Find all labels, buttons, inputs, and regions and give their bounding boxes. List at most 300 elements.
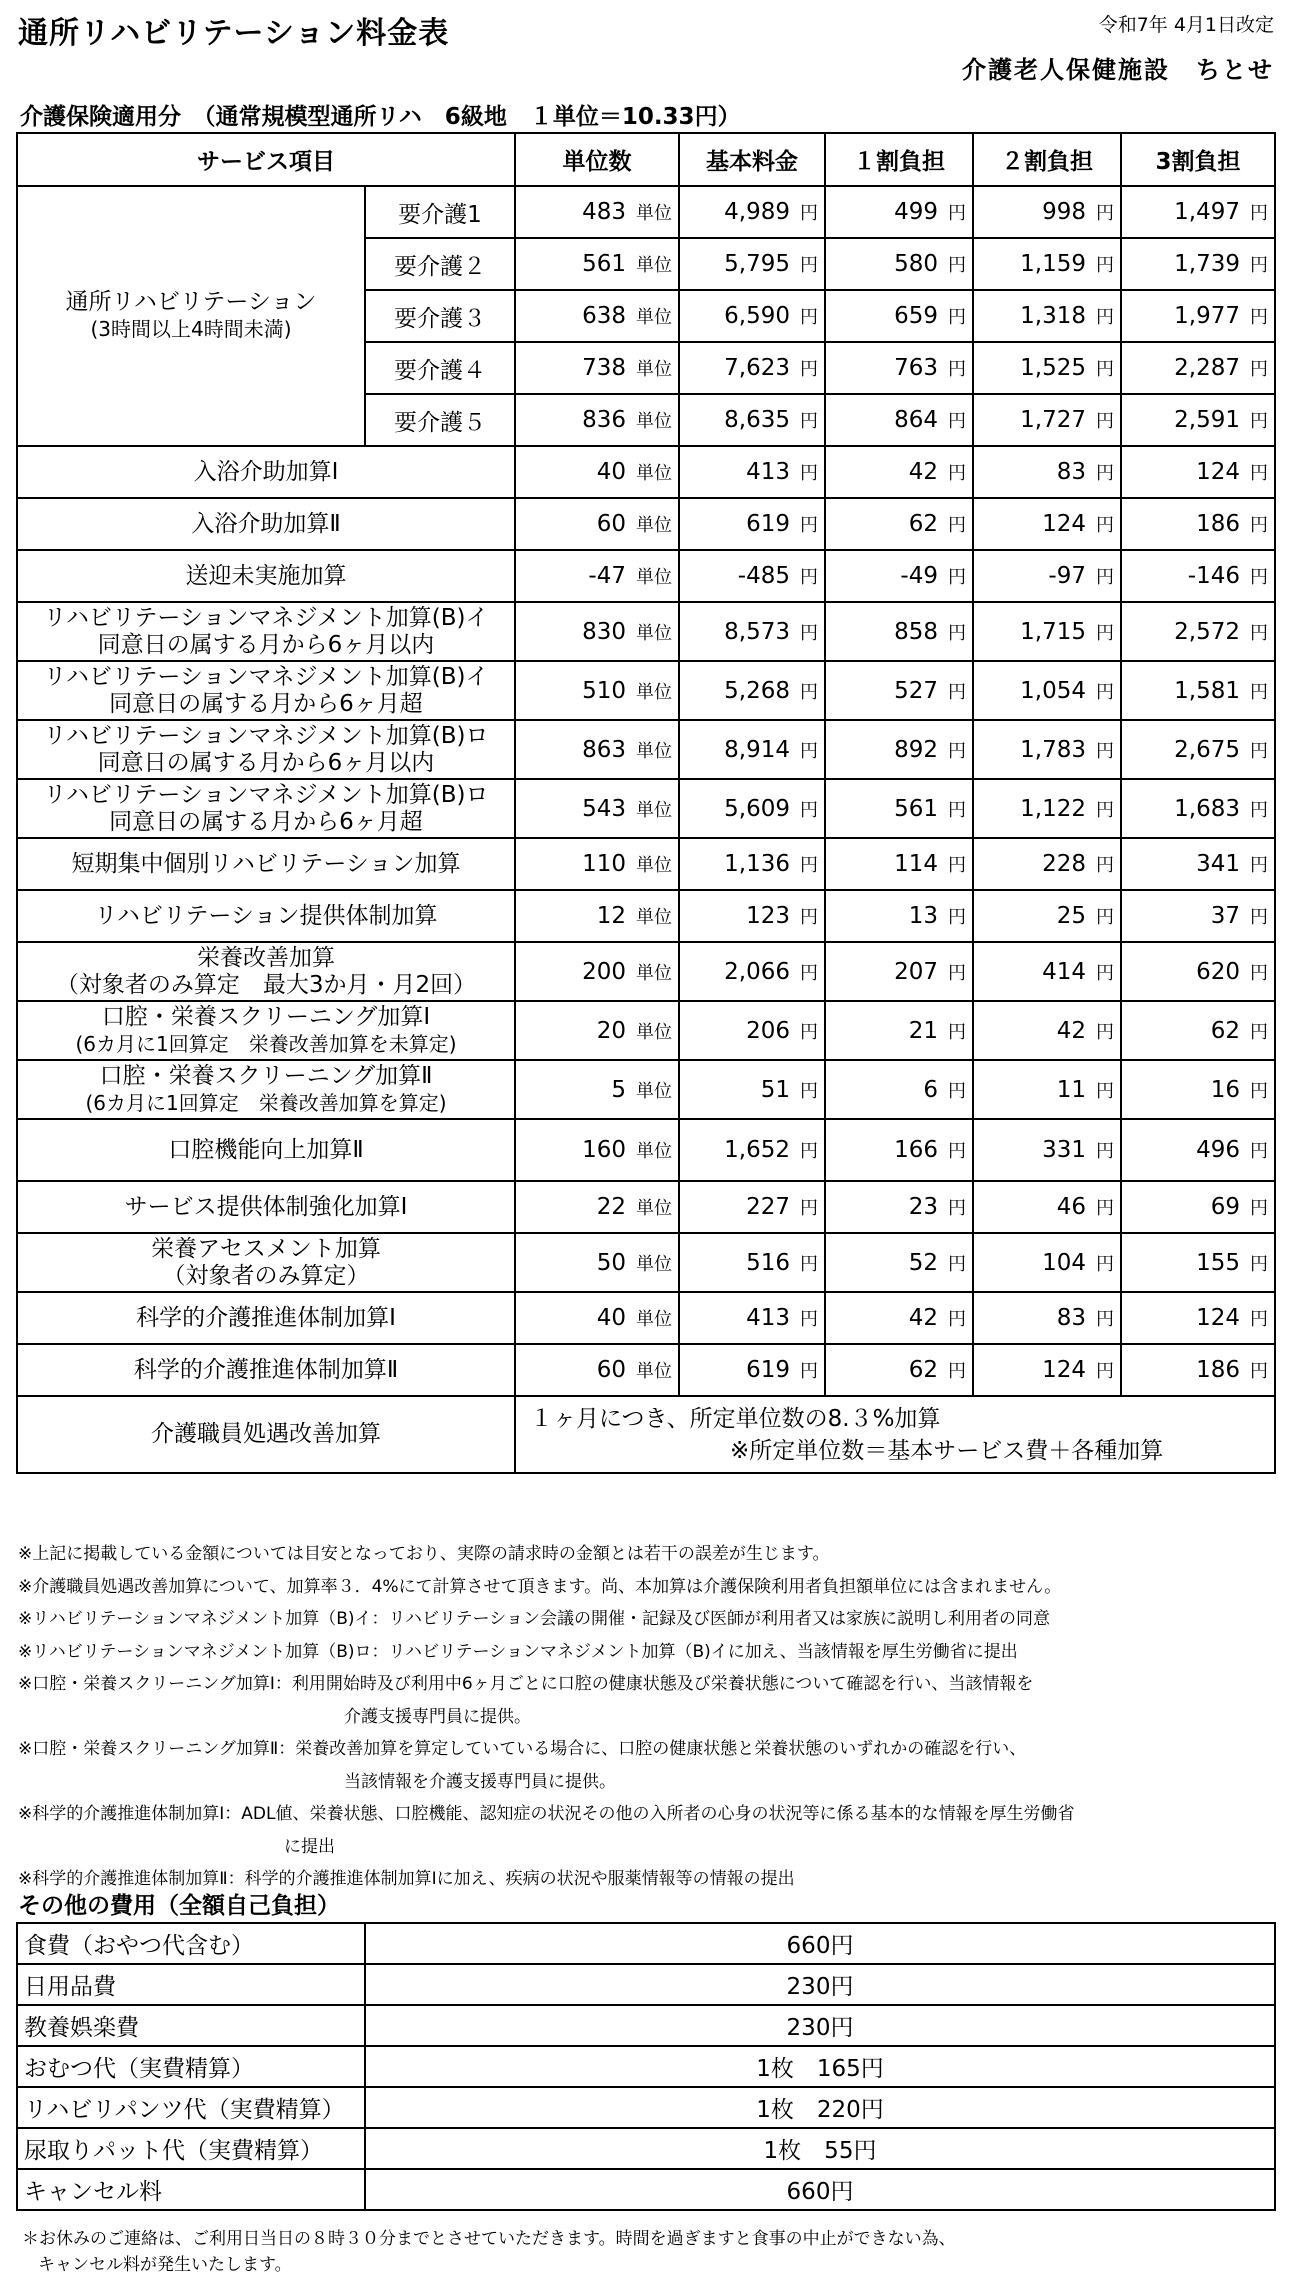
footer-line: ＊お休みのご連絡は、ご利用日当日の８時３０分までとさせていただきます。時間を過ぎますと食事の中止ができない為、 xyxy=(22,2229,956,2249)
3割-cell xyxy=(1121,890,1275,942)
2割-cell xyxy=(973,602,1121,661)
cost-amount: 1枚 165円 xyxy=(365,2046,1275,2087)
2割-cell xyxy=(973,1292,1121,1344)
2割-cell-unit: 円 xyxy=(1096,622,1114,644)
units-cell-value: 60 xyxy=(596,511,626,537)
basic-fee-cell xyxy=(679,1181,825,1233)
addon-name xyxy=(17,890,515,942)
2割-cell xyxy=(973,446,1121,498)
1割-cell-unit: 円 xyxy=(948,962,966,984)
2割-cell-unit: 円 xyxy=(1096,681,1114,703)
3割-cell xyxy=(1121,942,1275,1001)
1割-cell-unit: 円 xyxy=(948,740,966,762)
units-cell-unit: 単位 xyxy=(636,1309,672,1330)
staff-improvement-detail xyxy=(515,1396,1275,1473)
1割-cell-value: 527 xyxy=(894,677,938,704)
cost-item: 日用品費 xyxy=(17,1964,365,2005)
3割-cell-value: 37 xyxy=(1210,903,1240,929)
2割-cell xyxy=(973,550,1121,602)
3割-cell xyxy=(1121,1233,1275,1292)
addon-name-line1: 科学的介護推進体制加算Ⅰ xyxy=(136,1304,396,1331)
addon-name-line1: 送迎未実施加算 xyxy=(185,562,347,589)
cost-item: おむつ代（実費精算） xyxy=(17,2046,365,2087)
basic-fee-cell-unit: 円 xyxy=(800,1141,818,1162)
addon-name-line1: 科学的介護推進体制加算Ⅱ xyxy=(133,1356,399,1383)
basic-fee-cell-value: 413 xyxy=(746,459,790,485)
table-row xyxy=(17,1396,1275,1473)
cost-item: キャンセル料 xyxy=(17,2169,365,2210)
3割-cell xyxy=(1121,1001,1275,1060)
units-cell xyxy=(515,238,679,290)
units-cell-value: 830 xyxy=(582,618,626,645)
1割-cell-unit: 円 xyxy=(948,1021,966,1043)
1割-cell-unit: 円 xyxy=(948,1361,966,1382)
2割-cell xyxy=(973,661,1121,720)
basic-fee-cell xyxy=(679,838,825,890)
basic-fee-cell-unit: 円 xyxy=(800,1198,818,1219)
1割-cell-value: 207 xyxy=(894,958,938,985)
3割-cell-unit: 円 xyxy=(1250,255,1268,276)
1割-cell-value: 561 xyxy=(894,795,938,822)
basic-fee-cell-value: 5,268 xyxy=(724,677,790,704)
2割-cell-value: 42 xyxy=(1056,1017,1086,1044)
1割-cell-value: 114 xyxy=(894,851,938,877)
basic-fee-cell xyxy=(679,942,825,1001)
basic-fee-cell xyxy=(679,661,825,720)
3割-cell-value: 2,287 xyxy=(1174,355,1240,381)
units-cell-unit: 単位 xyxy=(636,1253,672,1275)
service-name-rehab xyxy=(17,186,365,446)
addon-name xyxy=(17,661,515,720)
1割-cell-unit: 円 xyxy=(948,203,966,224)
addon-name-line1: リハビリテーション提供体制加算 xyxy=(94,902,438,929)
basic-fee-cell-value: 7,623 xyxy=(724,355,790,381)
staff-improvement-line2: ※所定単位数＝基本サービス費＋各種加算 xyxy=(730,1437,1164,1464)
addon-name-line1: 栄養アセスメント加算 xyxy=(151,1235,381,1262)
3割-cell-value: -146 xyxy=(1187,563,1240,589)
2割-cell xyxy=(973,290,1121,342)
addon-name xyxy=(17,1292,515,1344)
basic-fee-cell-value: 5,609 xyxy=(724,795,790,822)
units-cell-unit: 単位 xyxy=(636,855,672,876)
units-cell xyxy=(515,661,679,720)
basic-fee-cell-value: -485 xyxy=(737,563,790,589)
basic-fee-cell xyxy=(679,1233,825,1292)
3割-cell xyxy=(1121,446,1275,498)
addon-name-line1: 栄養改善加算 xyxy=(197,944,335,971)
addon-name-line1: 口腔・栄養スクリーニング加算Ⅰ xyxy=(101,1003,431,1030)
cost-amount: 1枚 220円 xyxy=(365,2087,1275,2128)
3割-cell-value: 186 xyxy=(1196,1357,1240,1383)
table-row xyxy=(17,1119,1275,1181)
units-cell xyxy=(515,342,679,394)
2割-cell-unit: 円 xyxy=(1096,962,1114,984)
note: 介護支援専門員に提供。 xyxy=(344,1706,531,1727)
addon-name-line1: 口腔機能向上加算Ⅱ xyxy=(168,1136,364,1163)
3割-cell-value: 124 xyxy=(1196,1305,1240,1331)
note: ※科学的介護推進体制加算Ⅰ：ADL値、栄養状態、口腔機能、認知症の状況その他の入所者の心身の状況等に係る基本的な情報を厚生労働省 xyxy=(18,1804,1075,1824)
units-cell xyxy=(515,942,679,1001)
facility-name: 介護老人保健施設 ちとせ xyxy=(962,56,1274,84)
2割-cell-value: 1,122 xyxy=(1020,795,1086,822)
2割-cell xyxy=(973,186,1121,238)
3割-cell-value: 620 xyxy=(1196,958,1240,985)
addon-name-line1: サービス提供体制強化加算Ⅰ xyxy=(124,1193,408,1220)
basic-fee-cell-value: 51 xyxy=(760,1076,790,1103)
2割-cell xyxy=(973,342,1121,394)
basic-fee-cell xyxy=(679,1001,825,1060)
basic-fee-cell-unit: 円 xyxy=(800,567,818,588)
1割-cell xyxy=(825,1292,973,1344)
basic-fee-cell-value: 1,136 xyxy=(724,851,790,877)
basic-fee-cell xyxy=(679,238,825,290)
addon-name-line1: リハビリテーションマネジメント加算(B)ロ xyxy=(43,781,489,808)
1割-cell-value: 864 xyxy=(894,407,938,433)
3割-cell xyxy=(1121,602,1275,661)
staff-improvement-line1: １ヶ月につき、所定単位数の8.３%加算 xyxy=(530,1405,941,1432)
care-level: 要介護５ xyxy=(365,394,515,446)
units-cell-unit: 単位 xyxy=(636,1361,672,1382)
2割-cell-unit: 円 xyxy=(1096,907,1114,928)
3割-cell-unit: 円 xyxy=(1250,681,1268,703)
note: 当該情報を介護支援専門員に提供。 xyxy=(344,1771,616,1792)
basic-fee-cell xyxy=(679,720,825,779)
3割-cell-value: 496 xyxy=(1196,1137,1240,1163)
cost-item: リハビリパンツ代（実費精算） xyxy=(17,2087,365,2128)
table-row xyxy=(17,720,1275,779)
2割-cell-value: 1,727 xyxy=(1020,407,1086,433)
units-cell xyxy=(515,550,679,602)
3割-cell xyxy=(1121,661,1275,720)
3割-cell-unit: 円 xyxy=(1250,907,1268,928)
units-cell-value: 160 xyxy=(582,1137,626,1163)
3割-cell-value: 1,581 xyxy=(1174,677,1240,704)
basic-fee-cell xyxy=(679,394,825,446)
table-row xyxy=(17,838,1275,890)
basic-fee-cell xyxy=(679,1060,825,1119)
1割-cell-value: 580 xyxy=(894,251,938,277)
2割-cell-unit: 円 xyxy=(1096,203,1114,224)
1割-cell-value: 42 xyxy=(908,1305,938,1331)
2割-cell-unit: 円 xyxy=(1096,1141,1114,1162)
addon-name xyxy=(17,1181,515,1233)
2割-cell-unit: 円 xyxy=(1096,1361,1114,1382)
3割-cell-value: 186 xyxy=(1196,511,1240,537)
basic-fee-cell-unit: 円 xyxy=(800,740,818,762)
cost-item: 尿取りパット代（実費精算） xyxy=(17,2128,365,2169)
basic-fee-cell xyxy=(679,1292,825,1344)
3割-cell xyxy=(1121,1060,1275,1119)
addon-name xyxy=(17,838,515,890)
basic-fee-cell-value: 5,795 xyxy=(724,251,790,277)
1割-cell-value: 62 xyxy=(908,1357,938,1383)
basic-fee-cell xyxy=(679,602,825,661)
1割-cell-unit: 円 xyxy=(948,1309,966,1330)
table-row xyxy=(17,2087,1275,2128)
units-cell xyxy=(515,394,679,446)
2割-cell-value: -97 xyxy=(1048,563,1086,589)
1割-cell xyxy=(825,838,973,890)
2割-cell-unit: 円 xyxy=(1096,1198,1114,1219)
3割-cell xyxy=(1121,720,1275,779)
3割-cell-unit: 円 xyxy=(1250,411,1268,432)
basic-fee-cell-unit: 円 xyxy=(800,1361,818,1382)
units-cell-value: 638 xyxy=(582,303,626,329)
units-cell xyxy=(515,498,679,550)
1割-cell xyxy=(825,394,973,446)
basic-fee-cell-value: 4,989 xyxy=(724,199,790,225)
2割-cell-value: 414 xyxy=(1042,958,1086,985)
2割-cell xyxy=(973,1060,1121,1119)
cost-item: 食費（おやつ代含む） xyxy=(17,1923,365,1964)
basic-fee-cell-unit: 円 xyxy=(800,1080,818,1102)
1割-cell xyxy=(825,779,973,838)
1割-cell-unit: 円 xyxy=(948,681,966,703)
table-row xyxy=(17,2169,1275,2210)
table-row xyxy=(17,446,1275,498)
3割-cell-unit: 円 xyxy=(1250,567,1268,588)
1割-cell xyxy=(825,720,973,779)
1割-cell-unit: 円 xyxy=(948,1141,966,1162)
units-cell-unit: 単位 xyxy=(636,962,672,984)
3割-cell xyxy=(1121,779,1275,838)
cost-amount: 1枚 55円 xyxy=(365,2128,1275,2169)
units-cell xyxy=(515,1181,679,1233)
2割-cell-unit: 円 xyxy=(1096,463,1114,484)
1割-cell-unit: 円 xyxy=(948,1080,966,1102)
units-cell-value: 40 xyxy=(596,1305,626,1331)
table-row xyxy=(17,779,1275,838)
3割-cell xyxy=(1121,838,1275,890)
1割-cell xyxy=(825,290,973,342)
basic-fee-cell-unit: 円 xyxy=(800,1309,818,1330)
units-cell-value: 50 xyxy=(596,1249,626,1276)
units-cell-unit: 単位 xyxy=(636,907,672,928)
2割-cell-unit: 円 xyxy=(1096,1021,1114,1043)
col-header-units: 単位数 xyxy=(515,133,679,186)
basic-fee-cell xyxy=(679,779,825,838)
addon-name-line1: 入浴介助加算Ⅰ xyxy=(193,458,339,485)
3割-cell-unit: 円 xyxy=(1250,1198,1268,1219)
table-row xyxy=(17,2005,1275,2046)
table-row xyxy=(17,2128,1275,2169)
units-cell-unit: 単位 xyxy=(636,1021,672,1043)
basic-fee-cell xyxy=(679,290,825,342)
3割-cell xyxy=(1121,1292,1275,1344)
table-row xyxy=(17,890,1275,942)
basic-fee-cell-unit: 円 xyxy=(800,203,818,224)
units-cell-value: 863 xyxy=(582,736,626,763)
addon-name-line1: リハビリテーションマネジメント加算(B)ロ xyxy=(43,722,489,749)
basic-fee-cell-unit: 円 xyxy=(800,962,818,984)
2割-cell-value: 1,715 xyxy=(1020,618,1086,645)
col-header-2割: ２割負担 xyxy=(973,133,1121,186)
3割-cell-unit: 円 xyxy=(1250,463,1268,484)
addon-name-line1: 短期集中個別リハビリテーション加算 xyxy=(71,850,461,877)
units-cell-value: 561 xyxy=(582,251,626,277)
1割-cell xyxy=(825,186,973,238)
cost-amount: 230円 xyxy=(365,2005,1275,2046)
3割-cell-unit: 円 xyxy=(1250,1141,1268,1162)
units-cell-value: 483 xyxy=(582,199,626,225)
units-cell xyxy=(515,602,679,661)
units-cell-value: 738 xyxy=(582,355,626,381)
1割-cell xyxy=(825,1060,973,1119)
basic-fee-cell-unit: 円 xyxy=(800,681,818,703)
1割-cell-unit: 円 xyxy=(948,463,966,484)
1割-cell xyxy=(825,446,973,498)
basic-fee-cell-value: 8,914 xyxy=(724,736,790,763)
cost-amount: 660円 xyxy=(365,1923,1275,1964)
table-row xyxy=(17,1181,1275,1233)
addon-name xyxy=(17,550,515,602)
basic-fee-cell-value: 516 xyxy=(746,1249,790,1276)
basic-fee-cell-value: 2,066 xyxy=(724,958,790,985)
table-row xyxy=(17,1233,1275,1292)
1割-cell-unit: 円 xyxy=(948,307,966,328)
basic-fee-cell-value: 227 xyxy=(746,1194,790,1220)
1割-cell-unit: 円 xyxy=(948,622,966,644)
table-row xyxy=(17,1001,1275,1060)
units-cell-value: 110 xyxy=(582,851,626,877)
2割-cell xyxy=(973,1344,1121,1396)
1割-cell-unit: 円 xyxy=(948,855,966,876)
basic-fee-cell-unit: 円 xyxy=(800,855,818,876)
footer-notice xyxy=(22,2226,956,2278)
3割-cell-value: 1,497 xyxy=(1174,199,1240,225)
units-cell-unit: 単位 xyxy=(636,567,672,588)
basic-fee-cell-unit: 円 xyxy=(800,622,818,644)
basic-fee-cell-value: 413 xyxy=(746,1305,790,1331)
addon-name-line1: 入浴介助加算Ⅱ xyxy=(191,510,341,537)
3割-cell-value: 62 xyxy=(1210,1017,1240,1044)
addon-name-line2: （対象者のみ算定 最大3か月・月2回） xyxy=(55,971,477,998)
addon-name xyxy=(17,779,515,838)
3割-cell-unit: 円 xyxy=(1250,1080,1268,1102)
units-cell xyxy=(515,890,679,942)
1割-cell xyxy=(825,661,973,720)
units-cell xyxy=(515,1292,679,1344)
2割-cell xyxy=(973,1233,1121,1292)
3割-cell-unit: 円 xyxy=(1250,799,1268,821)
1割-cell xyxy=(825,890,973,942)
3割-cell-value: 1,977 xyxy=(1174,303,1240,329)
3割-cell-unit: 円 xyxy=(1250,740,1268,762)
col-header-1割: １割負担 xyxy=(825,133,973,186)
3割-cell xyxy=(1121,550,1275,602)
1割-cell-value: 23 xyxy=(908,1194,938,1220)
basic-fee-cell-value: 8,573 xyxy=(724,618,790,645)
units-cell-unit: 単位 xyxy=(636,463,672,484)
3割-cell-value: 2,591 xyxy=(1174,407,1240,433)
2割-cell xyxy=(973,1181,1121,1233)
note: に提出 xyxy=(284,1836,335,1857)
3割-cell-unit: 円 xyxy=(1250,359,1268,380)
2割-cell-value: 1,054 xyxy=(1020,677,1086,704)
3割-cell-unit: 円 xyxy=(1250,1253,1268,1275)
1割-cell xyxy=(825,1119,973,1181)
2割-cell-value: 25 xyxy=(1056,903,1086,929)
1割-cell xyxy=(825,238,973,290)
table-row xyxy=(17,498,1275,550)
3割-cell-value: 16 xyxy=(1210,1076,1240,1103)
units-cell xyxy=(515,779,679,838)
3割-cell xyxy=(1121,394,1275,446)
addon-name-line2: 同意日の属する月から6ヶ月以内 xyxy=(97,749,435,776)
units-cell-unit: 単位 xyxy=(636,740,672,762)
units-cell-value: 836 xyxy=(582,407,626,433)
note: ※口腔・栄養スクリーニング加算Ⅱ：栄養改善加算を算定していている場合に、口腔の健康状態と栄養状態のいずれかの確認を行い、 xyxy=(18,1739,1027,1759)
2割-cell xyxy=(973,779,1121,838)
1割-cell xyxy=(825,498,973,550)
addon-name-line2: (6カ月に1回算定 栄養改善加算を算定) xyxy=(85,1090,447,1115)
units-cell xyxy=(515,1344,679,1396)
1割-cell xyxy=(825,342,973,394)
units-cell-unit: 単位 xyxy=(636,255,672,276)
notes xyxy=(18,1538,1278,1896)
2割-cell-unit: 円 xyxy=(1096,359,1114,380)
insurance-fee-table xyxy=(16,132,1276,1474)
3割-cell xyxy=(1121,238,1275,290)
basic-fee-cell xyxy=(679,186,825,238)
staff-improvement-label: 介護職員処遇改善加算 xyxy=(17,1396,515,1473)
2割-cell xyxy=(973,838,1121,890)
basic-fee-cell-value: 123 xyxy=(746,903,790,929)
units-cell xyxy=(515,186,679,238)
table-row xyxy=(17,1923,1275,1964)
units-cell-value: -47 xyxy=(588,563,626,589)
3割-cell-value: 1,683 xyxy=(1174,795,1240,822)
units-cell-unit: 単位 xyxy=(636,515,672,536)
basic-fee-cell-value: 619 xyxy=(746,1357,790,1383)
addon-name xyxy=(17,1060,515,1119)
basic-fee-cell xyxy=(679,890,825,942)
1割-cell-unit: 円 xyxy=(948,1198,966,1219)
addon-name-line1: リハビリテーションマネジメント加算(B)イ xyxy=(43,663,489,690)
table-row xyxy=(17,1344,1275,1396)
2割-cell-value: 228 xyxy=(1042,851,1086,877)
2割-cell xyxy=(973,720,1121,779)
table-row xyxy=(17,1060,1275,1119)
basic-fee-cell xyxy=(679,550,825,602)
basic-fee-cell-value: 206 xyxy=(746,1017,790,1044)
note: ※科学的介護推進体制加算Ⅱ：科学的介護推進体制加算Ⅰに加え、疾病の状況や服薬情報等の情報の提出 xyxy=(18,1869,795,1889)
units-cell xyxy=(515,838,679,890)
basic-fee-cell xyxy=(679,498,825,550)
1割-cell-unit: 円 xyxy=(948,799,966,821)
table-row xyxy=(17,550,1275,602)
3割-cell-value: 155 xyxy=(1196,1249,1240,1276)
3割-cell-value: 341 xyxy=(1196,851,1240,877)
units-cell xyxy=(515,446,679,498)
3割-cell xyxy=(1121,498,1275,550)
basic-fee-cell-value: 8,635 xyxy=(724,407,790,433)
2割-cell-value: 1,783 xyxy=(1020,736,1086,763)
1割-cell-value: 659 xyxy=(894,303,938,329)
basic-fee-cell xyxy=(679,342,825,394)
care-level: 要介護２ xyxy=(365,238,515,290)
basic-fee-cell xyxy=(679,1119,825,1181)
insurance-section-title: 介護保険適用分 （通常規模型通所リハ 6級地 １単位＝10.33円） xyxy=(20,104,741,130)
units-cell-unit: 単位 xyxy=(636,1080,672,1102)
1割-cell-unit: 円 xyxy=(948,411,966,432)
3割-cell-value: 2,675 xyxy=(1174,736,1240,763)
1割-cell-unit: 円 xyxy=(948,567,966,588)
3割-cell xyxy=(1121,342,1275,394)
units-cell xyxy=(515,1001,679,1060)
1割-cell-value: 21 xyxy=(908,1017,938,1044)
1割-cell-value: 62 xyxy=(908,511,938,537)
